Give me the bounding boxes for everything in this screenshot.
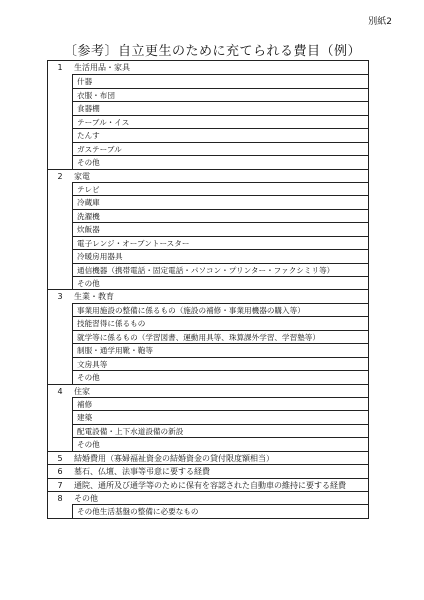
section-number: 3 (57, 292, 63, 302)
section-title: 家電 (74, 171, 90, 181)
list-item: 衣服・布団 (72, 88, 368, 101)
list-item: 事業用施設の整備に係るもの（施設の補修・事業用機器の購入等） (72, 303, 368, 316)
section-title: 住家 (74, 386, 90, 396)
list-item: その他 (72, 437, 368, 450)
section-number: 7 (57, 480, 63, 490)
section-header (48, 478, 368, 491)
list-item: 補修 (72, 397, 368, 410)
document-title: 〔参考〕自立更生のために充てられる費目（例） (64, 44, 362, 59)
list-item: 什器 (72, 74, 368, 87)
section-header (48, 464, 368, 477)
list-item: 制服・通学用靴・鞄等 (72, 343, 368, 356)
section-header (48, 289, 368, 302)
list-item: 冷蔵庫 (72, 195, 368, 208)
list-item: その他生活基盤の整備に必要なもの (72, 504, 368, 517)
section-title: 生活用品・家具 (74, 63, 130, 72)
list-item: 食器棚 (72, 101, 368, 114)
section-header (48, 384, 368, 397)
section-number: 8 (57, 494, 63, 503)
list-item: その他 (72, 370, 368, 383)
list-item: たんす (72, 128, 368, 141)
section-number: 5 (57, 453, 63, 463)
list-item: 技能習得に係るもの (72, 316, 368, 329)
section-title: 結婚費用（寡婦福祉資金の結婚資金の貸付限度額相当） (74, 453, 274, 463)
section-title: 墓石、仏壇、法事等弔意に要する経費 (74, 467, 210, 477)
section-number: 2 (57, 171, 63, 181)
page-label: 別紙2 (368, 17, 392, 27)
list-item: テーブル・イス (72, 115, 368, 128)
section-number: 4 (57, 386, 63, 396)
list-item: その他 (72, 276, 368, 289)
section-title: その他 (74, 494, 98, 503)
list-item: 通信機器（携帯電話・固定電話・パソコン・プリンター・ファクシミリ等） (72, 263, 368, 276)
list-item: 文房具等 (72, 357, 368, 370)
section-title: 通院、通所及び通学等のために保有を容認された自動車の維持に要する経費 (74, 480, 346, 490)
list-item: テレビ (72, 182, 368, 195)
section-header (48, 491, 368, 504)
list-item: ガステーブル (72, 142, 368, 155)
section-header (48, 169, 368, 182)
list-item: その他 (72, 155, 368, 168)
section-title: 生業・教育 (74, 292, 114, 302)
expense-list-table (47, 60, 369, 519)
section-number: 6 (57, 467, 63, 477)
section-header (48, 61, 368, 74)
section-number: 1 (57, 63, 63, 72)
list-item: 洗濯機 (72, 209, 368, 222)
list-item: 冷暖房用器具 (72, 249, 368, 262)
list-item: 配電設備・上下水道設備の新設 (72, 424, 368, 437)
list-item: 電子レンジ・オーブントースター (72, 236, 368, 249)
list-item: 炊飯器 (72, 222, 368, 235)
list-item: 建築 (72, 410, 368, 423)
list-item: 就学等に係るもの（学習図書、運動用具等、珠算課外学習、学習塾等） (72, 330, 368, 343)
section-header (48, 451, 368, 464)
